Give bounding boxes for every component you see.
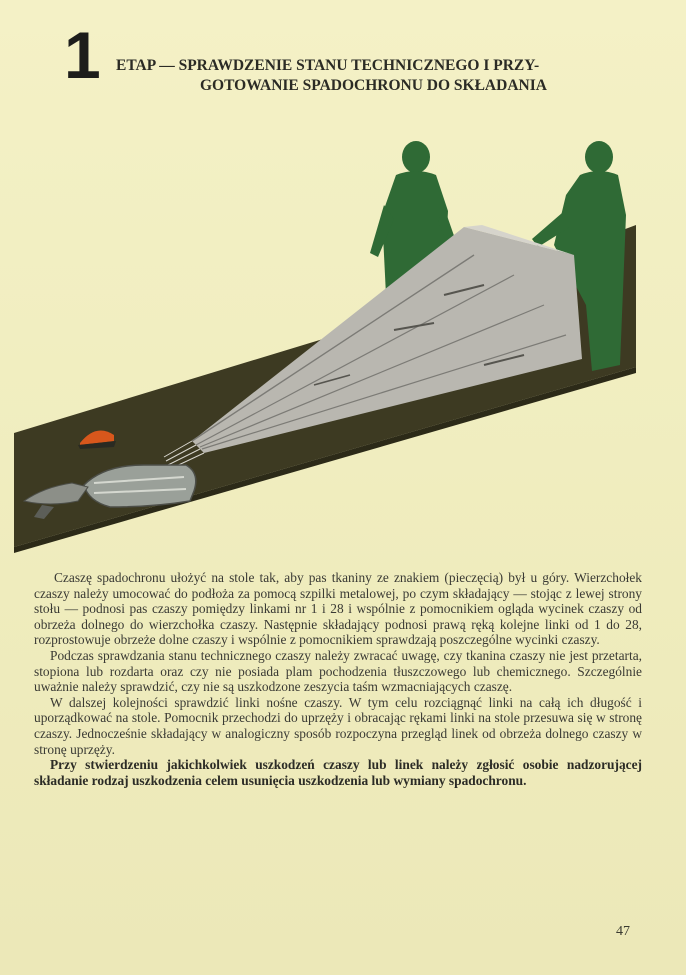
chapter-title	[116, 56, 646, 96]
paragraph-damage-report: Przy stwierdzeniu jakichkolwiek uszkodzeń czaszy lub linek należy zgłosić osobie nadzorującej składanie rodzaj uszkodzenia celem usunięcia uszkodzenia lub wymiany spadochronu.	[34, 757, 642, 788]
chapter-title-line-2: GOTOWANIE SPADOCHRONU DO SKŁADANIA	[200, 77, 547, 94]
paragraph-canopy-inspection: Podczas sprawdzania stanu technicznego czaszy należy zwracać uwagę, czy tkanina czaszy nie jest przetarta, stopiona lub rozdarta oraz czy nie posiada plam pochodzenia tłuszczowego lub chemicznego. Szczególnie uważnie należy sprawdzić, czy nie są uszkodzone zeszycia taśm wzmacniających czaszę.	[34, 647, 642, 695]
body-text	[34, 570, 642, 788]
stage-number: 1	[64, 18, 99, 92]
paragraph-lines-inspection: W dalszej kolejności sprawdzić linki nośne czaszy. W tym celu rozciągnąć linki na całą ich długość i uporządkować na stole. Pomocnik przechodzi do uprzęży i obracając rękami linki na stole przesuwa się w stronę czaszy. Jednocześnie składający w analogiczny sposób rozpoczyna przegląd linek od obrzeża dolnego czaszy w stronę uprzęży.	[34, 694, 642, 757]
parachute-inspection-illustration	[14, 135, 644, 555]
chapter-title-line-1: ETAP — SPRAWDZENIE STANU TECHNICZNEGO I PRZY-	[116, 57, 540, 74]
page-number: 47	[616, 924, 630, 939]
paragraph-canopy-layout: Czaszę spadochronu ułożyć na stole tak, aby pas tkaniny ze znakiem (pieczęcią) był u góry. Wierzchołek czaszy należy umocować do podłoża za pomocą szpilki metalowej, po czym składający — stojąc z lewej strony stołu — podnosi pas czaszy pomiędzy linkami nr 1 i 28 i wspólnie z pomocnikiem ogląda wycinek czaszy od obrzeża dolnego do wierzchołka czaszy. Następnie składający podnosi prawą ręką kolejne linki od 1 do 28, rozprostowuje obrzeże dolne czaszy i wspólnie z pomocnikiem sprawdzają poszczególne wycinki czaszy.	[34, 570, 642, 648]
